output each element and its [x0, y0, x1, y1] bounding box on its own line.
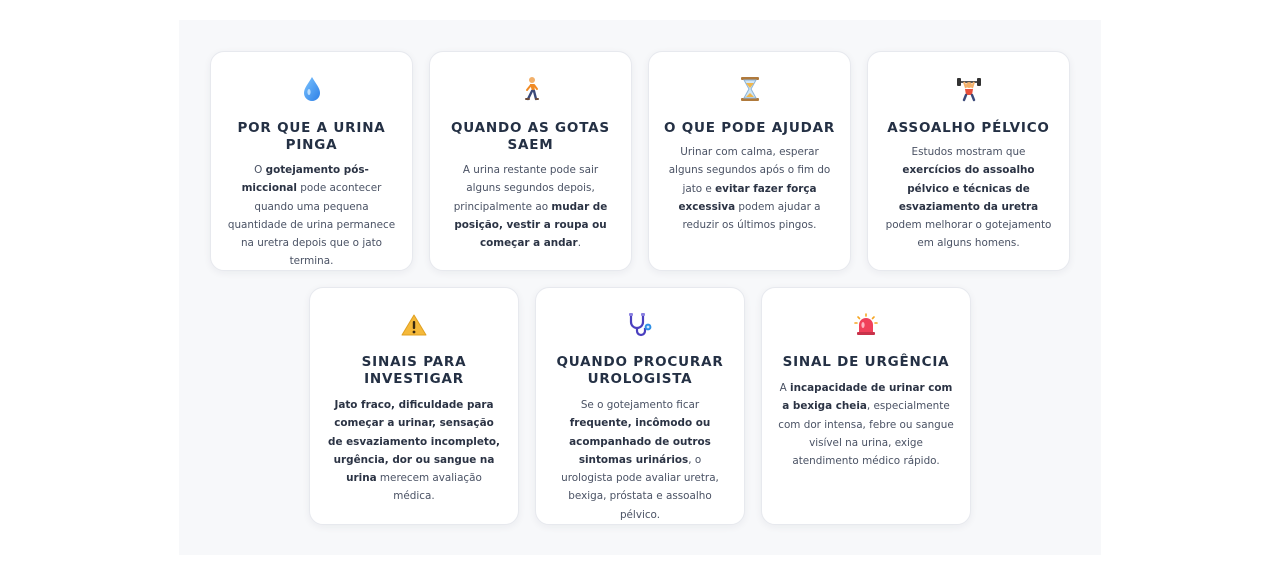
- body-text: A urina restante pode sair alguns segundos depois, principalmente ao: [453, 164, 599, 213]
- body-text: Estudos mostram que: [911, 146, 1026, 158]
- card-title: QUANDO PROCURAR UROLOGISTA: [556, 354, 724, 387]
- card-pelvic-floor: [867, 51, 1070, 271]
- body-text: podem melhorar o gotejamento em alguns homens.: [885, 219, 1052, 250]
- hourglass-icon: [737, 76, 763, 102]
- card-title: O QUE PODE AJUDAR: [663, 120, 836, 136]
- body-text: .: [577, 237, 581, 250]
- card-body: [326, 396, 502, 506]
- card-when-drops-come: [429, 51, 632, 271]
- body-text: Se o gotejamento ficar: [580, 399, 700, 411]
- body-text: merecem avaliação médica.: [376, 472, 482, 503]
- card-body: [446, 161, 615, 252]
- emphasis-text: Jato fraco, dificuldade para começar a urinar, sensação de esvaziamento incompleto, urgência, dor ou sangue na urina: [328, 399, 500, 485]
- body-text: Urinar com calma, esperar alguns segundos após o fim do jato e: [668, 146, 831, 195]
- card-title: SINAL DE URGÊNCIA: [782, 354, 950, 370]
- emphasis-text: exercícios do assoalho pélvico e técnicas de esvaziamento da uretra: [898, 164, 1039, 213]
- stethoscope-icon: [627, 312, 653, 338]
- warning-icon: [401, 312, 427, 338]
- card-title: POR QUE A URINA PINGA: [237, 120, 386, 153]
- body-text: pode acontecer quando uma pequena quantidade de urina permanece na uretra depois que o jato termina.: [227, 182, 396, 268]
- siren-icon: [853, 312, 879, 338]
- card-title: SINAIS PARA INVESTIGAR: [361, 354, 467, 387]
- body-text: , especialmente com dor intensa, febre ou sangue visível na urina, exige atendimento médico rápido.: [778, 400, 954, 468]
- card-signs-to-investigate: [309, 287, 519, 525]
- card-body: [665, 143, 834, 234]
- card-body: [227, 161, 396, 271]
- weightlifter-icon: [956, 76, 982, 102]
- emphasis-text: evitar fazer força excessiva: [678, 182, 817, 213]
- emphasis-text: frequente, incômodo ou acompanhado de outros sintomas urinários: [569, 417, 711, 466]
- card-title: QUANDO AS GOTAS SAEM: [451, 120, 610, 153]
- body-text: A: [779, 382, 791, 394]
- card-why-drips: [210, 51, 413, 271]
- water-drop-icon: [299, 76, 325, 102]
- card-body: [778, 379, 954, 470]
- card-what-helps: [648, 51, 851, 271]
- walking-person-icon: [518, 76, 544, 102]
- card-title: ASSOALHO PÉLVICO: [887, 120, 1050, 136]
- card-urgency-sign: [761, 287, 971, 525]
- emphasis-text: mudar de posição, vestir a roupa ou começar a andar: [454, 200, 608, 250]
- emphasis-text: incapacidade de urinar com a bexiga cheia: [782, 382, 953, 413]
- card-when-see-urologist: [535, 287, 745, 525]
- emphasis-text: gotejamento pós-miccional: [241, 164, 369, 195]
- body-text: , o urologista pode avaliar uretra, bexiga, próstata e assoalho pélvico.: [561, 453, 719, 521]
- card-body: [552, 396, 728, 524]
- body-text: O: [254, 164, 266, 176]
- card-body: [884, 143, 1053, 253]
- body-text: podem ajudar a reduzir os últimos pingos.: [682, 200, 821, 232]
